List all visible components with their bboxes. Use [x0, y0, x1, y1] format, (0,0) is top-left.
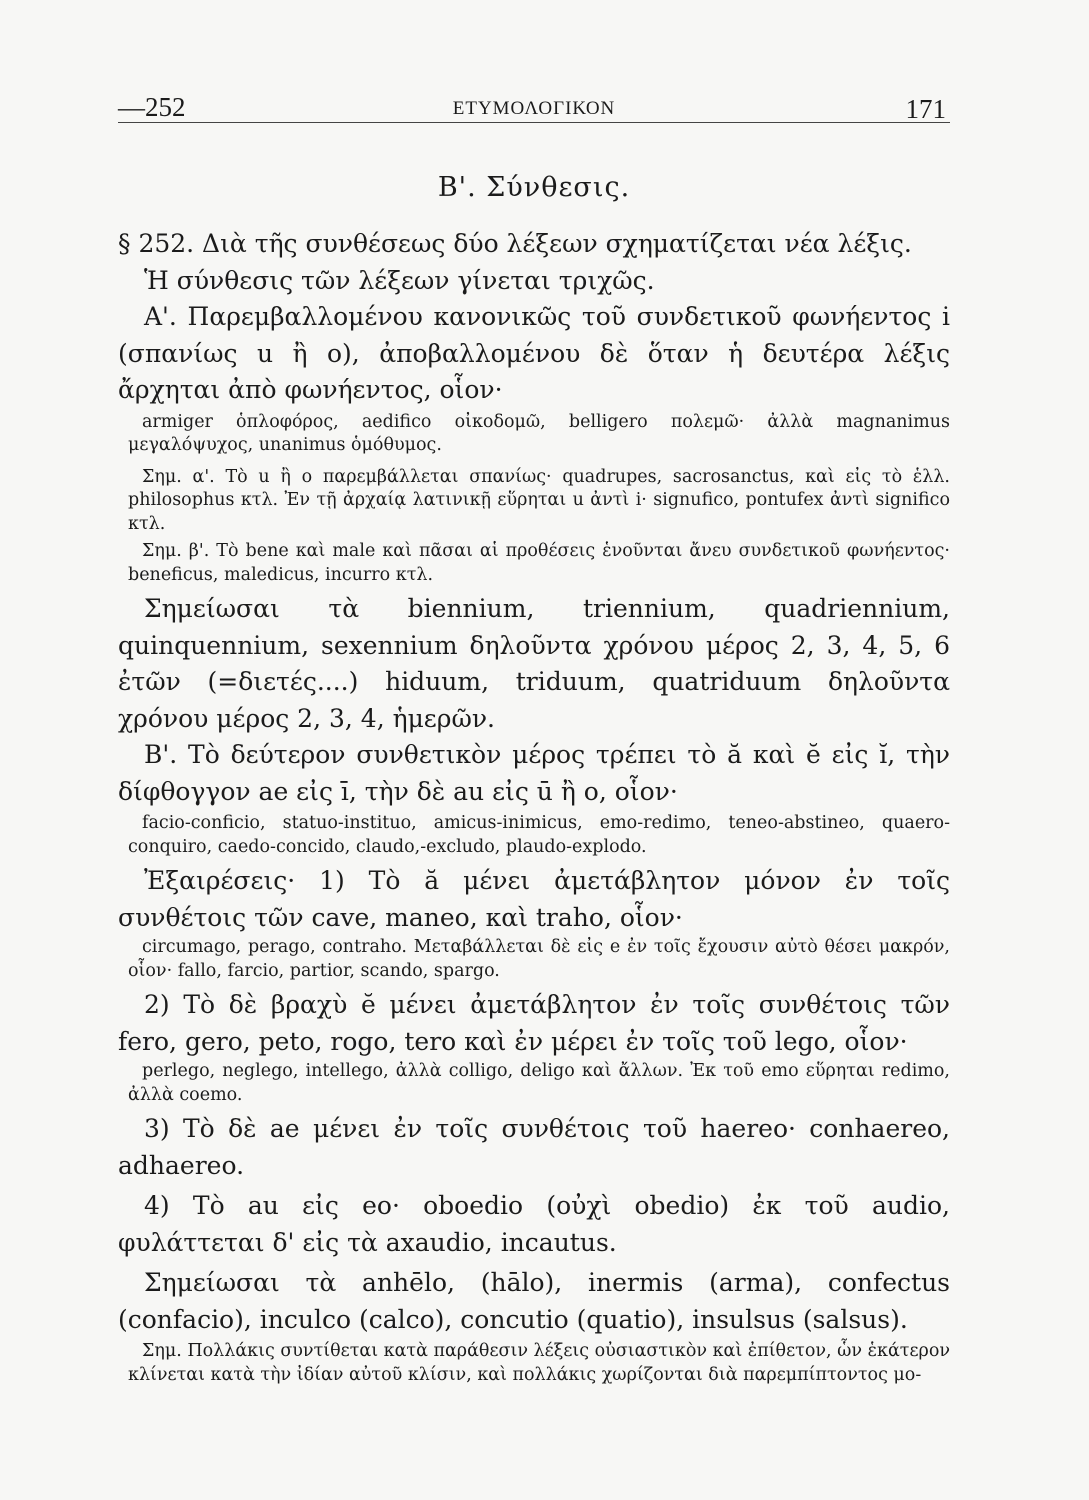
paragraph-exception-3: 3) Τὸ δὲ ae μένει ἐν τοῖς συνθέτοις τοῦ haereo· conhaereo, adhaereo.: [118, 1114, 950, 1180]
paragraph-rule-a: Α'. Παρεμβαλλομένου κανονικῶς τοῦ συνδετικοῦ φωνήεντος i (σπανίως u ἢ o), ἀποβαλλομένου δὲ ὅταν ἡ δευτέρα λέξις ἄρχηται ἀπὸ φωνήεντος, οἷον·: [118, 302, 950, 404]
examples-b: facio-conficio, statuo-instituo, amicus-inimicus, emo-redimo, teneo-abstineo, quaero-conquiro, caedo-concido, claudo,-excludo, plaudo-explodo.: [128, 813, 950, 857]
running-title: ΕΤΥΜΟΛΟΓΙΚΟΝ: [452, 98, 616, 119]
paragraph-exception-4: 4) Τὸ au εἰς eo· oboedio (οὐχὶ obedio) ἐκ τοῦ audio, φυλάττεται δ' εἰς τὰ axaudio, incautus.: [118, 1191, 950, 1257]
paragraph-biennium: Σημείωσαι τὰ biennium, triennium, quadriennium, quinquennium, sexennium δηλοῦντα χρόνου μέρος 2, 3, 4, 5, 6 ἐτῶν (=διετές....) hiduum, triduum, quatriduum δηλοῦντα χρόνου μέρος 2, 3, 4, ἡμερῶν.: [118, 594, 950, 733]
examples-exception-2: perlego, neglego, intellego, ἀλλὰ colligo, deligo καὶ ἄλλων. Ἐκ τοῦ emo εὕρηται redimo, ἀλλὰ coemo.: [128, 1061, 950, 1105]
paragraph-composition-intro: Ἡ σύνθεσις τῶν λέξεων γίνεται τριχῶς.: [144, 265, 655, 295]
paragraph-anhelo: Σημείωσαι τὰ anhēlo, (hālo), inermis (arma), confectus (confacio), inculco (calco), concutio (quatio), insulsus (salsus).: [118, 1268, 950, 1334]
paragraph-exceptions: Ἐξαιρέσεις· 1) Τὸ ă μένει ἀμετάβλητον μόνον ἐν τοῖς συνθέτοις τῶν cave, maneo, καὶ traho, οἷον·: [118, 866, 950, 932]
section-number: —252: [118, 92, 186, 122]
paragraph-exception-2: 2) Τὸ δὲ βραχὺ ĕ μένει ἀμετάβλητον ἐν τοῖς συνθέτοις τῶν fero, gero, peto, rogo, tero καὶ ἐν μέρει ἐν τοῖς τοῦ lego, οἷον·: [118, 990, 950, 1056]
running-header: [118, 92, 950, 132]
examples-a: armiger ὁπλοφόρος, aedifico οἰκοδομῶ, belligero πολεμῶ· ἀλλὰ magnanimus μεγαλόψυχος, unanimus ὁμόθυμος.: [128, 411, 950, 455]
paragraph-rule-b: Β'. Τὸ δεύτερον συνθετικὸν μέρος τρέπει τὸ ă καὶ ĕ εἰς ĭ, τὴν δίφθογγον ae εἰς ī, τὴν δὲ au εἰς ū ἢ o, οἷον·: [118, 740, 950, 806]
paragraph-252: § 252. Διὰ τῆς συνθέσεως δύο λέξεων σχηματίζεται νέα λέξις.: [118, 229, 912, 258]
note-a: Σημ. α'. Τὸ u ἢ o παρεμβάλλεται σπανίως· quadrupes, sacrosanctus, καὶ εἰς τὸ ἑλλ. philosophus κτλ. Ἐν τῇ ἀρχαίᾳ λατινικῇ εὕρηται u ἀντὶ i· signufico, pontufex ἀντὶ significo κτλ.: [128, 466, 950, 534]
page-number: 171: [905, 94, 946, 124]
note-b: Σημ. β'. Τὸ bene καὶ male καὶ πᾶσαι αἱ προθέσεις ἑνοῦνται ἄνευ συνδετικοῦ φωνήεντος· beneficus, maledicus, incurro κτλ.: [128, 541, 950, 585]
page-body: [118, 172, 950, 1387]
examples-exceptions-1: circumago, perago, contraho. Μεταβάλλεται δὲ εἰς e ἐν τοῖς ἔχουσιν αὐτὸ θέσει μακρόν, οἷον· fallo, farcio, partior, scando, spargo.: [128, 937, 950, 981]
section-title: Β'. Σύνθεσις.: [437, 172, 631, 203]
note-final: Σημ. Πολλάκις συντίθεται κατὰ παράθεσιν λέξεις οὐσιαστικὸν καὶ ἐπίθετον, ὧν ἑκάτερον κλίνεται κατὰ τὴν ἰδίαν αὐτοῦ κλίσιν, καὶ πολλάκις χωρίζονται διὰ παρεμπίπτοντος μο-: [128, 1341, 950, 1385]
header-rule: [118, 122, 950, 123]
